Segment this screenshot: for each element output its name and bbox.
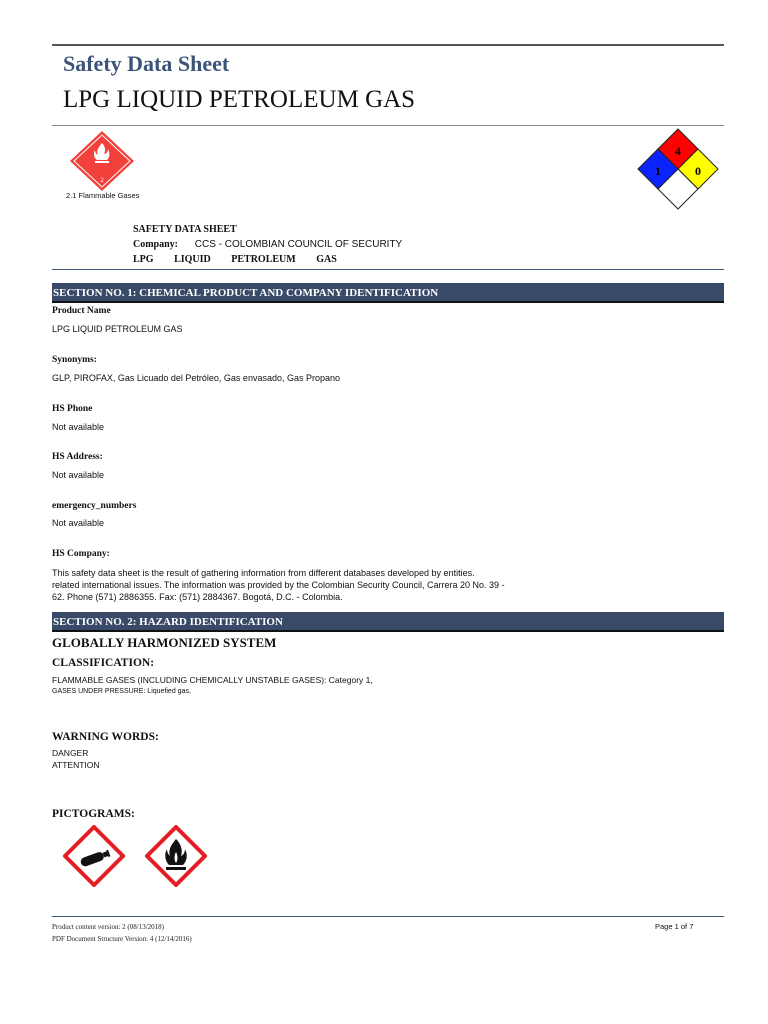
dot-flammable-gas-icon xyxy=(68,129,136,193)
hs-company-line: related international issues. The information was provided by the Colombian Security Council, Carrera 20 No. 39 - xyxy=(52,580,505,590)
hs-phone-label: HS Phone xyxy=(52,404,93,414)
product-name-value: LPG LIQUID PETROLEUM GAS xyxy=(52,324,183,334)
hs-company-label: HS Company: xyxy=(52,549,110,559)
company-value: CCS - COLOMBIAN COUNCIL OF SECURITY xyxy=(194,239,403,250)
document-title: LPG LIQUID PETROLEUM GAS xyxy=(63,86,416,113)
warning-words-label: WARNING WORDS: xyxy=(52,731,159,743)
dot-class-label: 2.1 Flammable Gases xyxy=(66,191,140,200)
hs-company-text xyxy=(52,567,612,603)
header-bottom-rule xyxy=(52,269,724,270)
emergency-numbers-value: Not available xyxy=(52,518,105,528)
flame-icon xyxy=(145,825,207,887)
warning-word: DANGER xyxy=(52,748,89,758)
product-name-label: Product Name xyxy=(52,306,111,316)
footer-rule xyxy=(52,916,724,917)
product-word: LIQUID xyxy=(174,254,211,265)
header-rule xyxy=(52,125,724,126)
classification-label: CLASSIFICATION: xyxy=(52,657,155,669)
gas-cylinder-icon xyxy=(63,825,125,887)
pictograms-label: PICTOGRAMS: xyxy=(52,808,135,820)
hs-phone-value: Not available xyxy=(52,422,105,432)
ghs-heading: GLOBALLY HARMONIZED SYSTEM xyxy=(52,635,277,650)
hs-address-value: Not available xyxy=(52,470,105,480)
product-word: PETROLEUM xyxy=(231,254,296,265)
nfpa-health: 1 xyxy=(655,164,661,178)
hs-address-label: HS Address: xyxy=(52,452,103,462)
nfpa-instability: 0 xyxy=(695,164,701,178)
product-word: GAS xyxy=(316,254,337,265)
company-label: Company: xyxy=(133,239,179,250)
nfpa-flammability: 4 xyxy=(675,144,681,158)
header-info xyxy=(133,222,402,267)
top-rule xyxy=(52,44,724,46)
svg-text:2: 2 xyxy=(100,178,104,184)
warning-words xyxy=(52,747,100,771)
product-content-version: Product content version: 2 (08/13/2018) xyxy=(52,923,164,931)
document-type: Safety Data Sheet xyxy=(63,51,230,76)
synonyms-label: Synonyms: xyxy=(52,355,97,365)
warning-word: ATTENTION xyxy=(52,760,100,770)
product-word: LPG xyxy=(133,254,154,265)
classification-line: GASES UNDER PRESSURE: Liquefied gas, xyxy=(52,688,191,695)
classification-line: FLAMMABLE GASES (INCLUDING CHEMICALLY UNSTABLE GASES): Category 1, xyxy=(52,675,373,685)
page-number: Page 1 of 7 xyxy=(655,922,694,931)
nfpa-diamond-icon xyxy=(637,128,719,210)
company-row xyxy=(133,237,402,252)
section-2-header: SECTION NO. 2: HAZARD IDENTIFICATION xyxy=(52,612,724,632)
pdf-structure-version: PDF Document Structure Version: 4 (12/14/2016) xyxy=(52,935,192,943)
hs-company-line: This safety data sheet is the result of gathering information from different databases developed by entities. xyxy=(52,568,475,578)
product-words-row xyxy=(133,252,402,267)
section-1-header: SECTION NO. 1: CHEMICAL PRODUCT AND COMPANY IDENTIFICATION xyxy=(52,283,724,303)
hs-company-line: 62. Phone (571) 2886355. Fax: (571) 2884367. Bogotá, D.C. - Colombia. xyxy=(52,592,343,602)
sds-heading: SAFETY DATA SHEET xyxy=(133,224,237,235)
emergency-numbers-label: emergency_numbers xyxy=(52,501,137,511)
synonyms-value: GLP, PIROFAX, Gas Licuado del Petróleo, Gas envasado, Gas Propano xyxy=(52,373,340,383)
classification-values xyxy=(52,674,373,698)
